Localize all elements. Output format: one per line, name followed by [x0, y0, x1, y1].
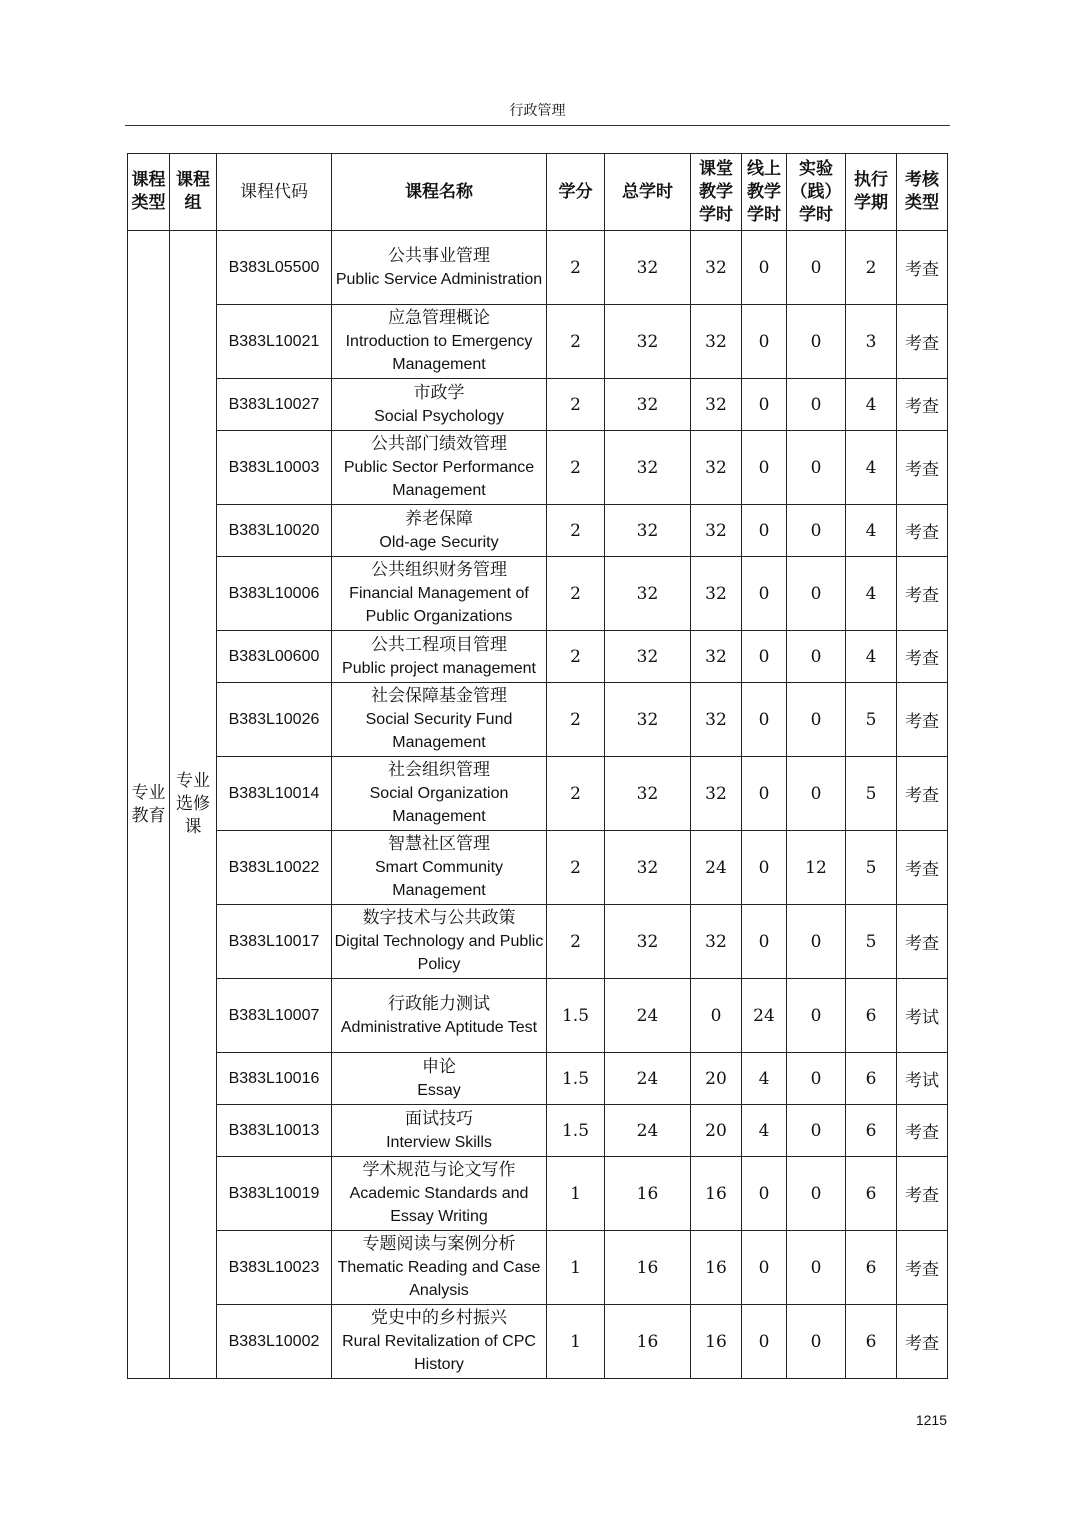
table-row: [128, 683, 948, 757]
assessment-cell: 考查: [897, 831, 948, 905]
lab-hours-cell: 0: [787, 683, 846, 757]
table-row: [128, 231, 948, 305]
credits-cell: 1: [547, 1157, 605, 1231]
course-code-cell: B383L05500: [217, 231, 332, 305]
online-hours-cell: 0: [742, 557, 787, 631]
course-name-zh: 公共工程项目管理: [371, 634, 507, 655]
assessment-cell: 考查: [897, 757, 948, 831]
assessment-cell: 考查: [897, 1231, 948, 1305]
header-credits: 学分: [547, 154, 605, 231]
page-header: 行政管理: [125, 100, 950, 126]
online-hours-cell: 0: [742, 379, 787, 431]
course-name-cell: [332, 831, 547, 905]
classroom-hours-cell: 32: [691, 305, 742, 379]
lab-hours-cell: 0: [787, 505, 846, 557]
online-hours-cell: 0: [742, 1231, 787, 1305]
course-name-cell: [332, 683, 547, 757]
course-name-cell: [332, 631, 547, 683]
course-name-zh: 党史中的乡村振兴: [371, 1308, 507, 1328]
credits-cell: 2: [547, 757, 605, 831]
course-name-zh: 应急管理概论: [388, 308, 490, 328]
semester-cell: 4: [846, 505, 897, 557]
course-name-cell: [332, 1053, 547, 1105]
course-name-en: Public Sector Performance Management: [343, 459, 535, 499]
assessment-cell: 考查: [897, 305, 948, 379]
credits-cell: 2: [547, 505, 605, 557]
classroom-hours-cell: 32: [691, 631, 742, 683]
course-type-cell: 专业教育: [128, 231, 170, 1379]
table-row: [128, 905, 948, 979]
course-group-cell: 专业选修课: [170, 231, 217, 1379]
assessment-cell: 考查: [897, 1105, 948, 1157]
lab-hours-cell: 0: [787, 1305, 846, 1379]
header-classroom-hours: 课堂教学学时: [691, 154, 742, 231]
course-code-cell: B383L10021: [217, 305, 332, 379]
total-hours-cell: 32: [605, 305, 691, 379]
credits-cell: 2: [547, 557, 605, 631]
course-name-en: Introduction to Emergency Management: [345, 333, 533, 373]
online-hours-cell: 24: [742, 979, 787, 1053]
online-hours-cell: 0: [742, 683, 787, 757]
table-row: [128, 431, 948, 505]
course-name-cell: [332, 231, 547, 305]
semester-cell: 4: [846, 631, 897, 683]
course-name-en: Administrative Aptitude Test: [340, 1018, 538, 1036]
header-row: [128, 154, 948, 231]
course-code-cell: B383L10027: [217, 379, 332, 431]
course-name-zh: 市政学: [413, 382, 465, 403]
course-name-en: Academic Standards and Essay Writing: [349, 1185, 529, 1225]
lab-hours-cell: 0: [787, 557, 846, 631]
header-assessment: 考核类型: [897, 154, 948, 231]
total-hours-cell: 32: [605, 379, 691, 431]
table-row: [128, 1305, 948, 1379]
course-name-zh: 专题阅读与案例分析: [362, 1234, 516, 1254]
assessment-cell: 考查: [897, 631, 948, 683]
header-course-group: 课程组: [170, 154, 217, 231]
semester-cell: 5: [846, 757, 897, 831]
total-hours-cell: 32: [605, 683, 691, 757]
online-hours-cell: 0: [742, 1157, 787, 1231]
classroom-hours-cell: 32: [691, 379, 742, 431]
course-code-cell: B383L10019: [217, 1157, 332, 1231]
course-name-en: Digital Technology and Public Policy: [334, 933, 544, 973]
course-name-cell: [332, 1105, 547, 1157]
semester-cell: 6: [846, 1105, 897, 1157]
lab-hours-cell: 0: [787, 979, 846, 1053]
course-name-cell: [332, 1305, 547, 1379]
credits-cell: 1.5: [547, 1105, 605, 1157]
lab-hours-cell: 0: [787, 1157, 846, 1231]
course-name-zh: 公共事业管理: [388, 245, 490, 266]
total-hours-cell: 32: [605, 505, 691, 557]
course-code-cell: B383L10020: [217, 505, 332, 557]
semester-cell: 2: [846, 231, 897, 305]
course-code-cell: B383L00600: [217, 631, 332, 683]
course-name-cell: [332, 979, 547, 1053]
course-code-cell: B383L10022: [217, 831, 332, 905]
table-row: [128, 631, 948, 683]
online-hours-cell: 0: [742, 905, 787, 979]
credits-cell: 1: [547, 1305, 605, 1379]
assessment-cell: 考查: [897, 1157, 948, 1231]
credits-cell: 1.5: [547, 979, 605, 1053]
classroom-hours-cell: 32: [691, 505, 742, 557]
credits-cell: 1: [547, 1231, 605, 1305]
table-row: [128, 1105, 948, 1157]
semester-cell: 4: [846, 431, 897, 505]
course-name-en: Social Organization Management: [369, 785, 509, 825]
course-name-cell: [332, 505, 547, 557]
total-hours-cell: 16: [605, 1157, 691, 1231]
course-name-zh: 社会组织管理: [388, 760, 490, 780]
total-hours-cell: 24: [605, 979, 691, 1053]
online-hours-cell: 4: [742, 1105, 787, 1157]
total-hours-cell: 32: [605, 631, 691, 683]
course-name-zh: 数字技术与公共政策: [362, 908, 516, 928]
course-name-cell: [332, 557, 547, 631]
table-row: [128, 379, 948, 431]
lab-hours-cell: 0: [787, 379, 846, 431]
course-name-zh: 社会保障基金管理: [371, 686, 507, 706]
course-name-zh: 养老保障: [405, 508, 473, 529]
table-row: [128, 305, 948, 379]
credits-cell: 2: [547, 683, 605, 757]
semester-cell: 6: [846, 979, 897, 1053]
course-name-cell: [332, 1231, 547, 1305]
lab-hours-cell: 0: [787, 905, 846, 979]
lab-hours-cell: 0: [787, 757, 846, 831]
credits-cell: 2: [547, 631, 605, 683]
classroom-hours-cell: 20: [691, 1053, 742, 1105]
online-hours-cell: 0: [742, 1305, 787, 1379]
course-name-zh: 公共部门绩效管理: [371, 434, 507, 454]
header-semester: 执行学期: [846, 154, 897, 231]
total-hours-cell: 32: [605, 231, 691, 305]
lab-hours-cell: 12: [787, 831, 846, 905]
table-row: [128, 979, 948, 1053]
course-name-en: Essay: [417, 1081, 461, 1099]
course-name-cell: [332, 305, 547, 379]
classroom-hours-cell: 16: [691, 1157, 742, 1231]
table-row: [128, 831, 948, 905]
credits-cell: 2: [547, 305, 605, 379]
table-row: [128, 1053, 948, 1105]
total-hours-cell: 24: [605, 1053, 691, 1105]
course-name-cell: [332, 1157, 547, 1231]
assessment-cell: 考查: [897, 231, 948, 305]
course-code-cell: B383L10003: [217, 431, 332, 505]
course-code-cell: B383L10026: [217, 683, 332, 757]
course-code-cell: B383L10007: [217, 979, 332, 1053]
course-name-zh: 智慧社区管理: [388, 834, 490, 854]
course-name-en: Financial Management of Public Organizations: [349, 585, 529, 625]
online-hours-cell: 0: [742, 505, 787, 557]
course-name-en: Social Psychology: [374, 407, 504, 425]
course-name-en: Thematic Reading and Case Analysis: [337, 1259, 541, 1299]
course-name-en: Old-age Security: [379, 533, 499, 551]
header-course-type: 课程类型: [128, 154, 170, 231]
total-hours-cell: 32: [605, 431, 691, 505]
classroom-hours-cell: 32: [691, 557, 742, 631]
total-hours-cell: 24: [605, 1105, 691, 1157]
course-name-en: Smart Community Management: [374, 859, 504, 899]
course-name-zh: 面试技巧: [405, 1108, 473, 1129]
assessment-cell: 考查: [897, 379, 948, 431]
lab-hours-cell: 0: [787, 1053, 846, 1105]
assessment-cell: 考查: [897, 557, 948, 631]
table-row: [128, 505, 948, 557]
classroom-hours-cell: 32: [691, 683, 742, 757]
total-hours-cell: 16: [605, 1231, 691, 1305]
course-name-zh: 申论: [422, 1056, 456, 1077]
assessment-cell: 考查: [897, 431, 948, 505]
semester-cell: 5: [846, 905, 897, 979]
classroom-hours-cell: 32: [691, 231, 742, 305]
classroom-hours-cell: 32: [691, 905, 742, 979]
lab-hours-cell: 0: [787, 1231, 846, 1305]
assessment-cell: 考查: [897, 683, 948, 757]
course-name-cell: [332, 431, 547, 505]
assessment-cell: 考试: [897, 1053, 948, 1105]
online-hours-cell: 0: [742, 757, 787, 831]
table-body: [128, 231, 948, 1379]
course-code-cell: B383L10002: [217, 1305, 332, 1379]
classroom-hours-cell: 16: [691, 1231, 742, 1305]
classroom-hours-cell: 32: [691, 431, 742, 505]
table-row: [128, 1231, 948, 1305]
lab-hours-cell: 0: [787, 1105, 846, 1157]
assessment-cell: 考查: [897, 1305, 948, 1379]
header-lab-hours: 实验（践）学时: [787, 154, 846, 231]
course-code-cell: B383L10017: [217, 905, 332, 979]
course-name-en: Public Service Administration: [335, 270, 543, 288]
classroom-hours-cell: 0: [691, 979, 742, 1053]
header-course-code: 课程代码: [217, 154, 332, 231]
course-code-cell: B383L10016: [217, 1053, 332, 1105]
credits-cell: 2: [547, 379, 605, 431]
course-code-cell: B383L10006: [217, 557, 332, 631]
total-hours-cell: 32: [605, 757, 691, 831]
classroom-hours-cell: 32: [691, 757, 742, 831]
classroom-hours-cell: 24: [691, 831, 742, 905]
semester-cell: 6: [846, 1231, 897, 1305]
header-online-hours: 线上教学学时: [742, 154, 787, 231]
course-name-cell: [332, 905, 547, 979]
classroom-hours-cell: 16: [691, 1305, 742, 1379]
lab-hours-cell: 0: [787, 431, 846, 505]
course-name-zh: 行政能力测试: [388, 993, 490, 1014]
credits-cell: 1.5: [547, 1053, 605, 1105]
credits-cell: 2: [547, 905, 605, 979]
semester-cell: 3: [846, 305, 897, 379]
total-hours-cell: 16: [605, 1305, 691, 1379]
lab-hours-cell: 0: [787, 305, 846, 379]
semester-cell: 5: [846, 831, 897, 905]
assessment-cell: 考查: [897, 505, 948, 557]
semester-cell: 5: [846, 683, 897, 757]
online-hours-cell: 0: [742, 431, 787, 505]
lab-hours-cell: 0: [787, 231, 846, 305]
course-name-en: Public project management: [342, 659, 536, 677]
header-course-name: 课程名称: [332, 154, 547, 231]
total-hours-cell: 32: [605, 905, 691, 979]
course-code-cell: B383L10023: [217, 1231, 332, 1305]
credits-cell: 2: [547, 231, 605, 305]
online-hours-cell: 0: [742, 305, 787, 379]
course-name-en: Rural Revitalization of CPC History: [342, 1333, 536, 1373]
course-name-cell: [332, 379, 547, 431]
assessment-cell: 考试: [897, 979, 948, 1053]
page-number: 1215: [915, 1412, 947, 1428]
course-name-zh: 学术规范与论文写作: [362, 1160, 516, 1180]
credits-cell: 2: [547, 431, 605, 505]
credits-cell: 2: [547, 831, 605, 905]
online-hours-cell: 0: [742, 831, 787, 905]
course-name-en: Interview Skills: [386, 1133, 492, 1151]
classroom-hours-cell: 20: [691, 1105, 742, 1157]
course-name-zh: 公共组织财务管理: [371, 560, 507, 580]
course-name-cell: [332, 757, 547, 831]
total-hours-cell: 32: [605, 557, 691, 631]
online-hours-cell: 0: [742, 631, 787, 683]
lab-hours-cell: 0: [787, 631, 846, 683]
course-code-cell: B383L10013: [217, 1105, 332, 1157]
semester-cell: 6: [846, 1053, 897, 1105]
semester-cell: 6: [846, 1305, 897, 1379]
header-total-hours: 总学时: [605, 154, 691, 231]
online-hours-cell: 0: [742, 231, 787, 305]
semester-cell: 4: [846, 379, 897, 431]
course-table: [127, 153, 948, 1379]
online-hours-cell: 4: [742, 1053, 787, 1105]
table-row: [128, 557, 948, 631]
total-hours-cell: 32: [605, 831, 691, 905]
semester-cell: 4: [846, 557, 897, 631]
semester-cell: 6: [846, 1157, 897, 1231]
course-name-en: Social Security Fund Management: [365, 711, 513, 751]
table-row: [128, 757, 948, 831]
course-code-cell: B383L10014: [217, 757, 332, 831]
assessment-cell: 考查: [897, 905, 948, 979]
table-row: [128, 1157, 948, 1231]
